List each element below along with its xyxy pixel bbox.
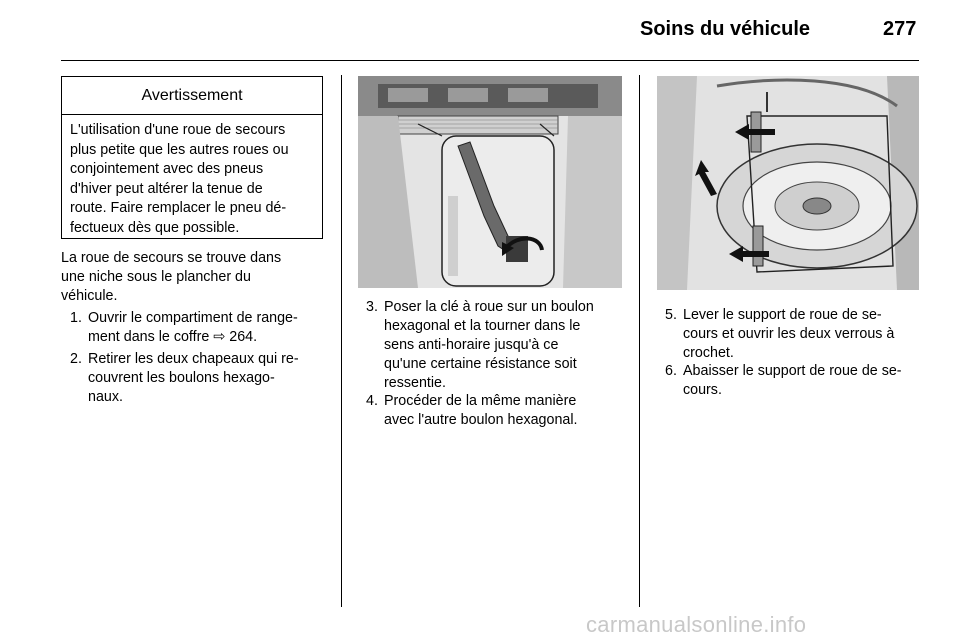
step-line: ment dans le coffre ⇨ 264. xyxy=(88,329,258,345)
step-number: 4. xyxy=(366,393,378,409)
warning-line: plus petite que les autres roues ou xyxy=(70,141,289,158)
step-6 xyxy=(665,362,927,402)
step-line: Ouvrir le compartiment de range- xyxy=(88,310,298,326)
warning-box xyxy=(61,76,323,239)
step-line: avec l'autre boulon hexagonal. xyxy=(384,412,578,428)
column-separator-2 xyxy=(639,75,640,607)
step-text xyxy=(683,362,902,400)
intro-line: véhicule. xyxy=(61,288,118,304)
warning-body xyxy=(62,115,322,244)
intro-line: une niche sous le plancher du xyxy=(61,269,251,285)
warning-line: d'hiver peut altérer la tenue de xyxy=(70,180,263,197)
intro-line: La roue de secours se trouve dans xyxy=(61,250,282,266)
step-text xyxy=(384,298,594,393)
step-2 xyxy=(70,350,332,410)
step-line: Lever le support de roue de se- xyxy=(683,307,882,323)
step-line: Retirer les deux chapeaux qui re- xyxy=(88,351,299,367)
step-line: sens anti-horaire jusqu'à ce xyxy=(384,337,559,353)
step-number: 3. xyxy=(366,299,378,315)
intro-paragraph xyxy=(61,249,331,306)
step-number: 6. xyxy=(665,363,677,379)
warning-title: Avertissement xyxy=(62,77,322,115)
warning-line: route. Faire remplacer le pneu dé- xyxy=(70,200,287,216)
watermark: carmanualsonline.info xyxy=(586,612,807,637)
step-text xyxy=(683,306,894,363)
step-3 xyxy=(366,298,628,398)
header-rule xyxy=(61,60,919,61)
column-separator-1 xyxy=(341,75,342,607)
step-line: crochet. xyxy=(683,345,734,361)
step-line: qu'une certaine résistance soit xyxy=(384,356,577,372)
step-line: cours. xyxy=(683,382,722,398)
step-line: Procéder de la même manière xyxy=(384,393,577,409)
step-line: naux. xyxy=(88,389,123,405)
step-number: 5. xyxy=(665,307,677,323)
step-1 xyxy=(70,309,332,349)
step-number: 1. xyxy=(70,310,82,326)
step-text xyxy=(88,309,298,347)
step-line: cours et ouvrir les deux verrous à xyxy=(683,326,895,342)
warning-line: fectueux dès que possible. xyxy=(70,219,240,236)
illustration-spare-wheel-carrier xyxy=(657,76,919,290)
step-text xyxy=(88,350,299,407)
step-line: hexagonal et la tourner dans le xyxy=(384,318,581,334)
illustration-wrench-bolt xyxy=(358,76,622,288)
page-header-title: Soins du véhicule xyxy=(640,18,811,40)
step-line: Poser la clé à roue sur un boulon xyxy=(384,299,594,315)
step-5 xyxy=(665,306,927,366)
step-line: Abaisser le support de roue de se- xyxy=(683,363,902,379)
page-number: 277 xyxy=(883,18,917,40)
step-number: 2. xyxy=(70,351,82,367)
warning-line: L'utilisation d'une roue de secours xyxy=(70,122,286,138)
step-line: couvrent les boulons hexago- xyxy=(88,370,275,386)
step-4 xyxy=(366,392,628,432)
step-text xyxy=(384,392,578,430)
warning-line: conjointement avec des pneus xyxy=(70,161,264,177)
step-line: ressentie. xyxy=(384,375,446,391)
